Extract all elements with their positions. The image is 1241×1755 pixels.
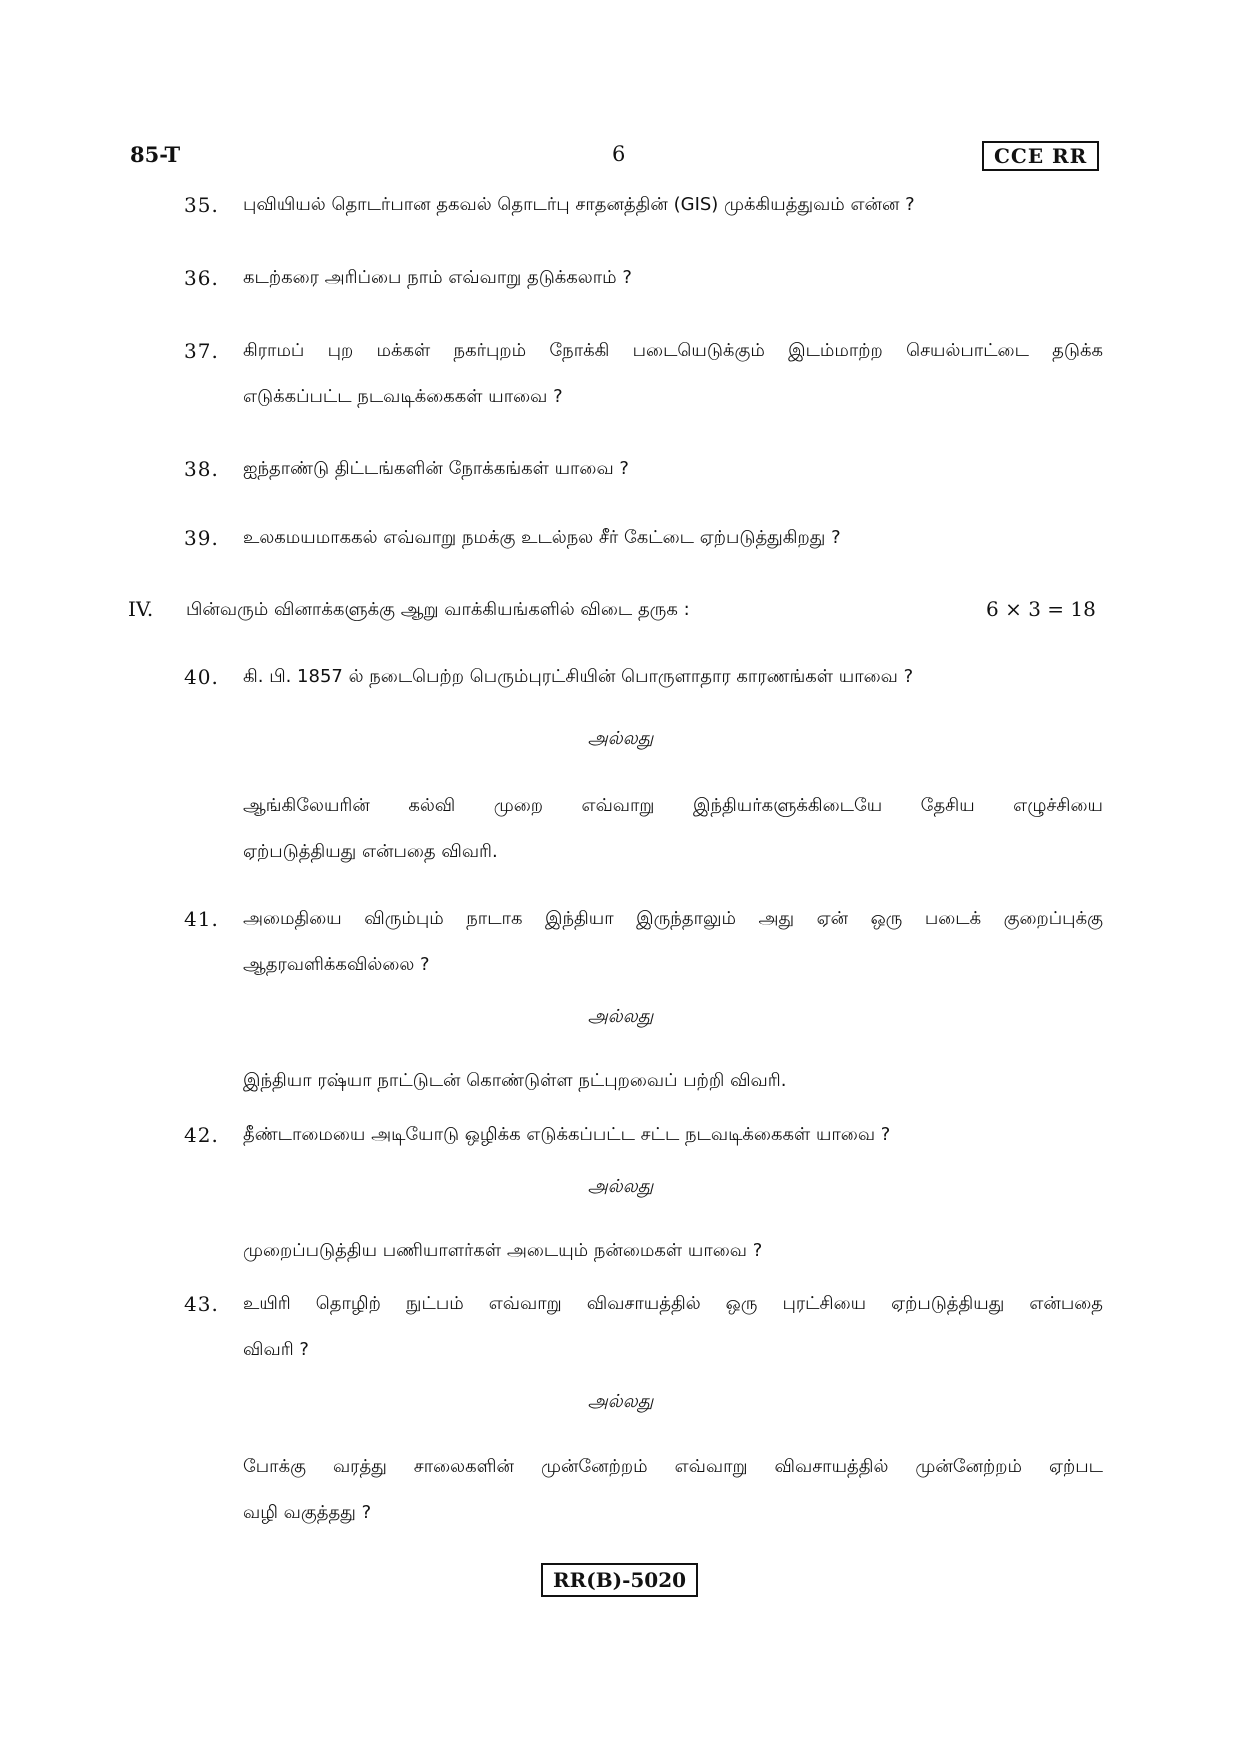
- section-instruction: பின்வரும் வினாக்களுக்கு ஆறு வாக்கியங்களில் விடை தருக :: [186, 599, 690, 620]
- section-number: IV.: [128, 597, 154, 621]
- question-number: 40.: [184, 665, 219, 689]
- question-number: 41.: [184, 907, 219, 931]
- alternative-43-line-2: வழி வகுத்தது ?: [243, 1502, 372, 1523]
- question-text-line-2: எடுக்கப்பட்ட நடவடிக்கைகள் யாவை ?: [243, 386, 563, 407]
- footer-code: RR(B)-5020: [541, 1563, 698, 1597]
- alternative-42: முறைப்படுத்திய பணியாளர்கள் அடையும் நன்மைகள் யாவை ?: [243, 1240, 763, 1261]
- question-text: ஐந்தாண்டு திட்டங்களின் நோக்கங்கள் யாவை ?: [243, 458, 629, 479]
- question-text-line-1: அமைதியை விரும்பும் நாடாக இந்தியா இருந்தாலும் அது ஏன் ஒரு படைக் குறைப்புக்கு: [243, 908, 1103, 929]
- question-number: 42.: [184, 1123, 219, 1147]
- alternative-40-line-1: ஆங்கிலேயரின் கல்வி முறை எவ்வாறு இந்தியர்களுக்கிடையே தேசிய எழுச்சியை: [243, 795, 1103, 816]
- or-label: அல்லது: [587, 1176, 654, 1197]
- question-number: 37.: [184, 339, 219, 363]
- question-text-line-2: ஆதரவளிக்கவில்லை ?: [243, 954, 430, 975]
- page-number: 6: [612, 142, 626, 166]
- question-number: 38.: [184, 457, 219, 481]
- question-text: தீண்டாமையை அடியோடு ஒழிக்க எடுக்கப்பட்ட சட்ட நடவடிக்கைகள் யாவை ?: [243, 1124, 891, 1145]
- alternative-40-line-2: ஏற்படுத்தியது என்பதை விவரி.: [243, 841, 498, 862]
- question-number: 35.: [184, 193, 219, 217]
- question-text: உலகமயமாககல் எவ்வாறு நமக்கு உடல்நல சீர் கேட்டை ஏற்படுத்துகிறது ?: [243, 527, 841, 548]
- or-label: அல்லது: [587, 728, 654, 749]
- series-badge: CCE RR: [982, 141, 1099, 171]
- or-label: அல்லது: [587, 1006, 654, 1027]
- question-text: கி. பி. 1857 ல் நடைபெற்ற பெரும்புரட்சியின் பொருளாதார காரணங்கள் யாவை ?: [243, 666, 914, 687]
- question-text-line-2: விவரி ?: [243, 1339, 309, 1360]
- alternative-43-line-1: போக்கு வரத்து சாலைகளின் முன்னேற்றம் எவ்வாறு விவசாயத்தில் முன்னேற்றம் ஏற்பட: [243, 1456, 1103, 1477]
- question-text-line-1: கிராமப் புற மக்கள் நகர்புறம் நோக்கி படையெடுக்கும் இடம்மாற்ற செயல்பாட்டை தடுக்க: [243, 340, 1103, 361]
- section-marks: 6 × 3 = 18: [986, 597, 1096, 621]
- question-number: 36.: [184, 266, 219, 290]
- question-number: 43.: [184, 1292, 219, 1316]
- question-number: 39.: [184, 526, 219, 550]
- alternative-41: இந்தியா ரஷ்யா நாட்டுடன் கொண்டுள்ள நட்புறவைப் பற்றி விவரி.: [243, 1070, 787, 1091]
- or-label: அல்லது: [587, 1391, 654, 1412]
- paper-code: 85-T: [130, 142, 181, 167]
- question-text: கடற்கரை அரிப்பை நாம் எவ்வாறு தடுக்கலாம் ?: [243, 267, 632, 288]
- question-text: புவியியல் தொடர்பான தகவல் தொடர்பு சாதனத்தின் (GIS) முக்கியத்துவம் என்ன ?: [243, 194, 915, 215]
- question-text-line-1: உயிரி தொழிற் நுட்பம் எவ்வாறு விவசாயத்தில் ஒரு புரட்சியை ஏற்படுத்தியது என்பதை: [243, 1293, 1103, 1314]
